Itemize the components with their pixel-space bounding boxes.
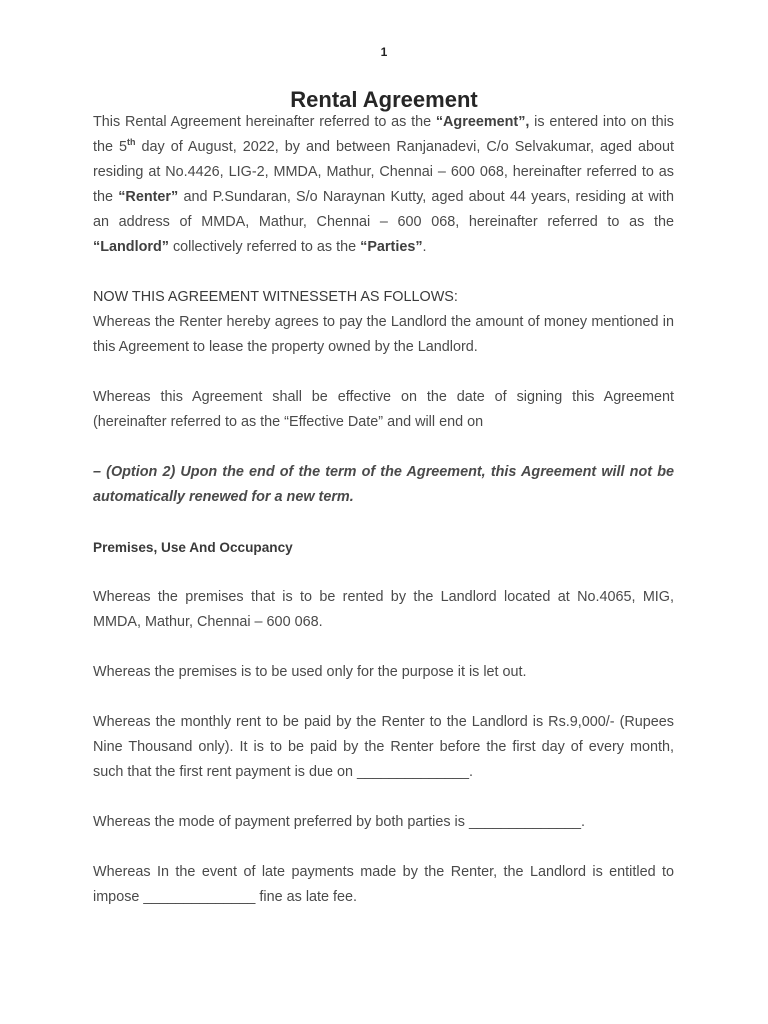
spacer <box>93 435 674 460</box>
use-paragraph: Whereas the premises is to be used only for the purpose it is let out. <box>93 664 527 680</box>
intro-paragraph <box>93 110 674 260</box>
spacer <box>93 785 674 810</box>
premises-paragraph: Whereas the premises that is to be rented by the Landlord located at No.4065, MIG, MMDA, Mathur, Chennai – 600 068. <box>93 589 674 630</box>
effective-date-paragraph: Whereas this Agreement shall be effective on the date of signing this Agreement (hereinafter referred to as the “Effective Date” and will end on <box>93 389 674 430</box>
spacer <box>93 635 674 660</box>
section-heading-premises: Premises, Use And Occupancy <box>93 540 293 555</box>
intro-text-3: day of August, 2022, by and between Ranjanadevi, C/o Selvakumar, aged about residing at No.4426, LIG-2, MMDA, Mathur, Chennai – 600 068, hereinafter referred to as the <box>93 139 674 205</box>
intro-text-2: is entered into on this the 5 <box>93 114 674 155</box>
payment-mode-paragraph: Whereas the mode of payment preferred by both parties is ______________. <box>93 814 585 830</box>
date-ordinal: th <box>127 137 136 148</box>
spacer <box>93 685 674 710</box>
spacer <box>93 835 674 860</box>
renter-term: “Renter” <box>118 189 179 205</box>
witnesseth-heading: NOW THIS AGREEMENT WITNESSETH AS FOLLOWS: <box>93 289 458 305</box>
document-body <box>93 110 674 910</box>
intro-text-1: This Rental Agreement hereinafter referred to as the <box>93 114 436 130</box>
landlord-term: “Landlord” <box>93 239 169 255</box>
parties-term: “Parties” <box>360 239 423 255</box>
intro-text-5: collectively referred to as the <box>168 239 361 255</box>
spacer <box>93 560 674 585</box>
spacer <box>93 260 674 285</box>
intro-text-6: . <box>422 239 427 255</box>
agreement-term: “Agreement”, <box>435 114 530 130</box>
intro-text-4: and P.Sundaran, S/o Naraynan Kutty, aged about 44 years, residing at with an address of MMDA, Mathur, Chennai – 600 068, hereinafter referred to as the <box>93 189 674 230</box>
option-2-paragraph: – (Option 2) Upon the end of the term of the Agreement, this Agreement will not be automatically renewed for a new term. <box>93 464 674 505</box>
spacer <box>93 360 674 385</box>
late-fee-paragraph: Whereas In the event of late payments made by the Renter, the Landlord is entitled to impose ______________ fine as late fee. <box>93 864 674 905</box>
payment-paragraph: Whereas the Renter hereby agrees to pay the Landlord the amount of money mentioned in this Agreement to lease the property owned by the Landlord. <box>93 314 674 355</box>
document-title: Rental Agreement <box>290 87 478 112</box>
page-number: 1 <box>380 45 388 59</box>
rent-paragraph: Whereas the monthly rent to be paid by the Renter to the Landlord is Rs.9,000/- (Rupees Nine Thousand only). It is to be paid by the Renter before the first day of every month, such that the first rent payment is due on ______________. <box>93 714 674 780</box>
spacer <box>93 510 674 535</box>
